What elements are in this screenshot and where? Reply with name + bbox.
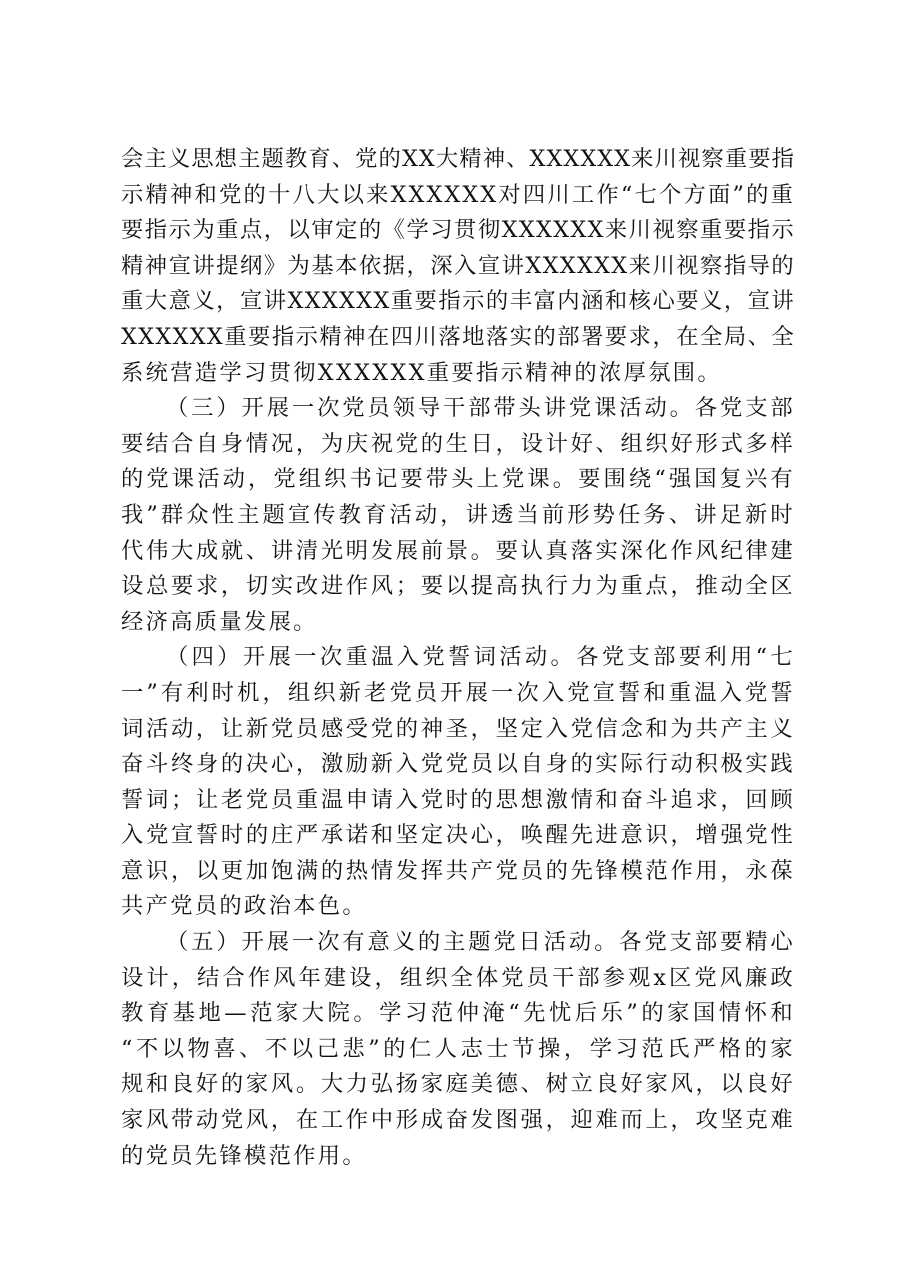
text-line: （三）开展一次党员领导干部带头讲党课活动。各党支部	[166, 395, 795, 422]
text-line: 共产党员的政治本色。	[121, 893, 367, 920]
text-line: 的党员先锋模范作用。	[121, 1142, 367, 1169]
text-line: 我”群众性主题宣传教育活动，讲透当前形势任务、讲足新时	[121, 501, 795, 528]
text-line: “不以物喜、不以己悲”的仁人志士节操，学习范氏严格的家	[121, 1035, 795, 1062]
text-line: 系统营造学习贯彻XXXXXX重要指示精神的浓厚氛围。	[121, 359, 722, 386]
document-body	[121, 142, 795, 1174]
text-line: 设计，结合作风年建设，组织全体党员干部参观x区党风廉政	[121, 964, 795, 991]
paragraph-theme-day	[121, 925, 795, 1174]
text-line: 规和良好的家风。大力弘扬家庭美德、树立良好家风，以良好	[121, 1071, 795, 1098]
paragraph-party-lecture	[121, 391, 795, 640]
text-line: 重大意义，宣讲XXXXXX重要指示的丰富内涵和核心要义，宣讲	[121, 288, 795, 315]
text-line: 要结合自身情况，为庆祝党的生日，设计好、组织好形式多样	[121, 430, 795, 457]
text-line: 一”有利时机，组织新老党员开展一次入党宣誓和重温入党誓	[121, 679, 795, 706]
text-line: 精神宣讲提纲》为基本依据，深入宣讲XXXXXX来川视察指导的	[121, 252, 795, 279]
text-line: 入党宣誓时的庄严承诺和坚定决心，唤醒先进意识，增强党性	[121, 822, 795, 849]
text-line: 意识，以更加饱满的热情发挥共产党员的先锋模范作用，永葆	[121, 857, 795, 884]
text-line: 誓词；让老党员重温申请入党时的思想激情和奋斗追求，回顾	[121, 786, 795, 813]
text-line: （五）开展一次有意义的主题党日活动。各党支部要精心	[166, 929, 795, 956]
text-line: 会主义思想主题教育、党的XX大精神、XXXXXX来川视察重要指	[121, 146, 795, 172]
text-line: 代伟大成就、讲清光明发展前景。要认真落实深化作风纪律建	[121, 537, 795, 564]
paragraph-oath-review	[121, 640, 795, 925]
text-line: 奋斗终身的决心，激励新入党党员以自身的实际行动积极实践	[121, 751, 795, 778]
text-line: 教育基地—范家大院。学习范仲淹“先忧后乐”的家国情怀和	[121, 1000, 795, 1027]
text-line: （四）开展一次重温入党誓词活动。各党支部要利用“七	[166, 644, 795, 671]
text-line: XXXXXX重要指示精神在四川落地落实的部署要求，在全局、全	[121, 323, 795, 350]
text-line: 的党课活动，党组织书记要带头上党课。要围绕“强国复兴有	[121, 466, 795, 493]
text-line: 经济高质量发展。	[121, 608, 318, 635]
text-line: 要指示为重点，以审定的《学习贯彻XXXXXX来川视察重要指示	[121, 217, 795, 244]
text-line: 家风带动党风，在工作中形成奋发图强，迎难而上，攻坚克难	[121, 1107, 795, 1134]
paragraph-study-lectures	[121, 142, 795, 391]
text-line: 词活动，让新党员感受党的神圣，坚定入党信念和为共产主义	[121, 715, 795, 742]
text-line: 设总要求，切实改进作风；要以提高执行力为重点，推动全区	[121, 573, 795, 600]
text-line: 示精神和党的十八大以来XXXXXX对四川工作“七个方面”的重	[121, 181, 795, 208]
